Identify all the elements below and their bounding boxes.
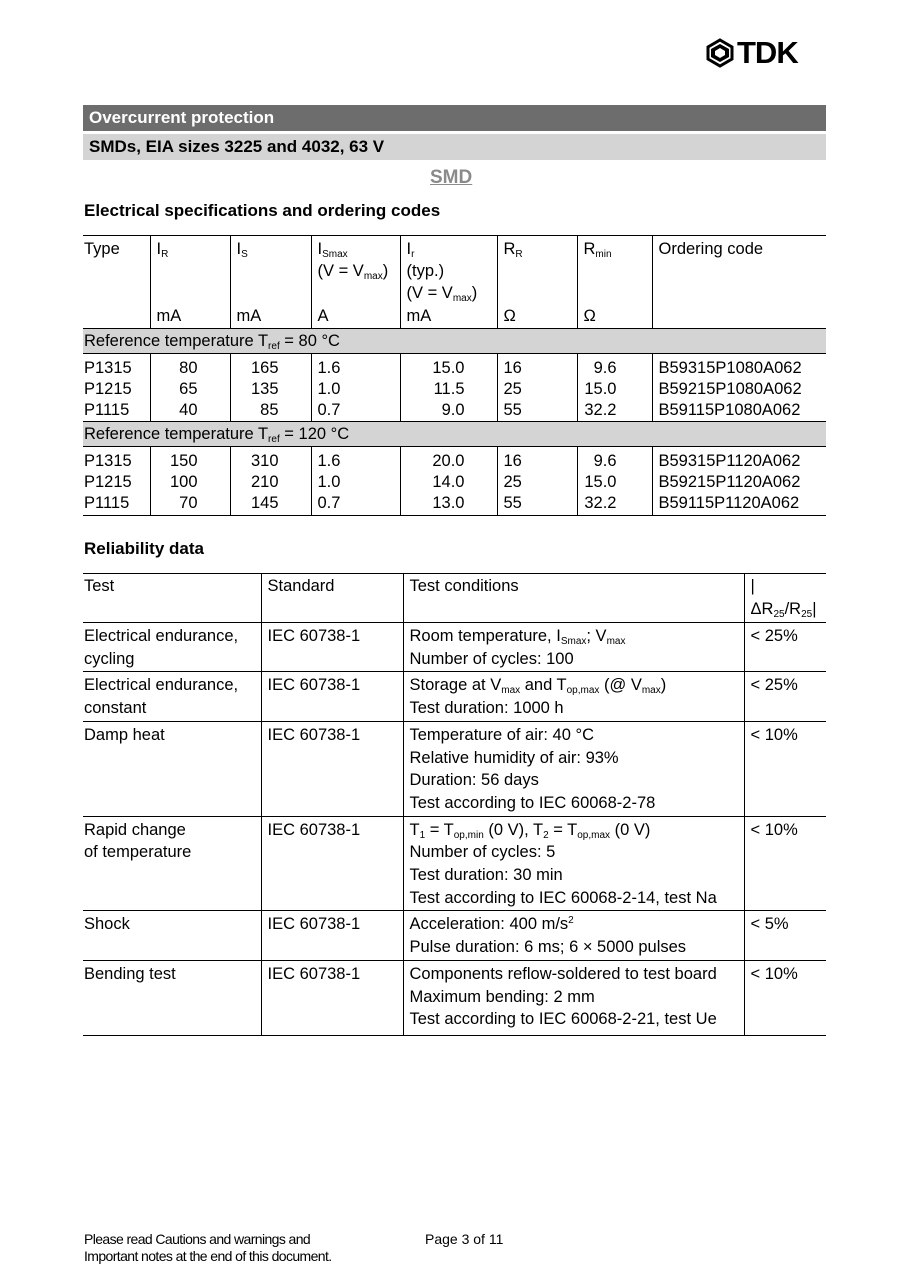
table-row: P1115 70 145 0.7 13.0 55 32.2 B59115P1120A062 (83, 493, 826, 516)
col-test: Test (83, 574, 261, 623)
reliability-header-row (83, 574, 826, 623)
col-ordering-code: Ordering code (652, 236, 826, 329)
table-row: Bending test IEC 60738-1 Components reflow-soldered to test board Maximum bending: 2 mm Test according to IEC 60068-2-21, test Ue < 10% (83, 960, 826, 1035)
table-row: P1315 80 165 1.6 15.0 16 9.6 B59315P1080A062 (83, 354, 826, 380)
table-row: Electrical endurance, cycling IEC 60738-1 Room temperature, $I_{Smax}$; $V_{max}$ Number of cycles: 100 < 25% (83, 623, 826, 672)
page-number: Page 3 of 11 (425, 1231, 504, 1247)
electrical-heading: Electrical specifications and ordering codes (84, 201, 441, 220)
footer-notice: Please read Cautions and warnings and Important notes at the end of this document. (84, 1231, 332, 1264)
col-standard: Standard (261, 574, 403, 623)
col-ismax: $I_{Smax}$ $(V = V_{max})$ A (311, 236, 400, 329)
tdk-wordmark: TDK (737, 35, 798, 70)
col-rmin: $R_{min}$ Ω (577, 236, 652, 329)
table-row: Electrical endurance, constant IEC 60738-1 Storage at $V_{max}$ and $T_{op,max}$ (@ $V_{max}$) Test duration: 1000 h < 25% (83, 672, 826, 721)
section-bar-title: Overcurrent protection (83, 105, 826, 131)
section-bar-subtitle: SMDs, EIA sizes 3225 and 4032, 63 V (83, 134, 826, 160)
electrical-spec-table (83, 235, 826, 516)
smd-label: SMD (430, 167, 473, 188)
table-row: Rapid change of temperature IEC 60738-1 $T_1 = T_{op,min}$ (0 V), $T_2 = T_{op,max}$ (0 V) Number of cycles: 5 Test duration: 30 min Test according to IEC 60068-2-14, test Na < 10% (83, 816, 826, 911)
table-row: P1215 100 210 1.0 14.0 25 15.0 B59215P1120A062 (83, 472, 826, 493)
col-type: Type (83, 236, 150, 329)
reliability-table (83, 573, 826, 1036)
reference-temperature-row: Reference temperature $T_{ref} = 80$ °C (83, 329, 826, 354)
tdk-emblem-icon (705, 38, 735, 68)
spec-header-row (83, 236, 826, 329)
col-delta-r: $|\Delta R_{25}/R_{25}|$ (744, 574, 826, 623)
table-row: P1315 150 310 1.6 20.0 16 9.6 B59315P1120A062 (83, 447, 826, 473)
reference-temperature-row: Reference temperature $T_{ref} = 120$ °C (83, 422, 826, 447)
tdk-logo (705, 35, 827, 70)
table-row: Damp heat IEC 60738-1 Temperature of air: 40 °C Relative humidity of air: 93% Duration: 56 days Test according to IEC 60068-2-78 < 10% (83, 721, 826, 816)
col-is: $I_S$ mA (230, 236, 311, 329)
reliability-heading: Reliability data (84, 539, 204, 558)
table-row: P1215 65 135 1.0 11.5 25 15.0 B59215P1080A062 (83, 379, 826, 400)
col-ir: $I_R$ mA (150, 236, 230, 329)
col-conditions: Test conditions (403, 574, 744, 623)
col-ir-typ: $I_r$ (typ.) $(V = V_{max})$ mA (400, 236, 497, 329)
col-rr: $R_R$ Ω (497, 236, 577, 329)
table-row: P1115 40 85 0.7 9.0 55 32.2 B59115P1080A062 (83, 400, 826, 422)
table-row: Shock IEC 60738-1 Acceleration: 400 $m/s^2$ Pulse duration: 6 ms; 6 × 5000 pulses < 5% (83, 911, 826, 960)
